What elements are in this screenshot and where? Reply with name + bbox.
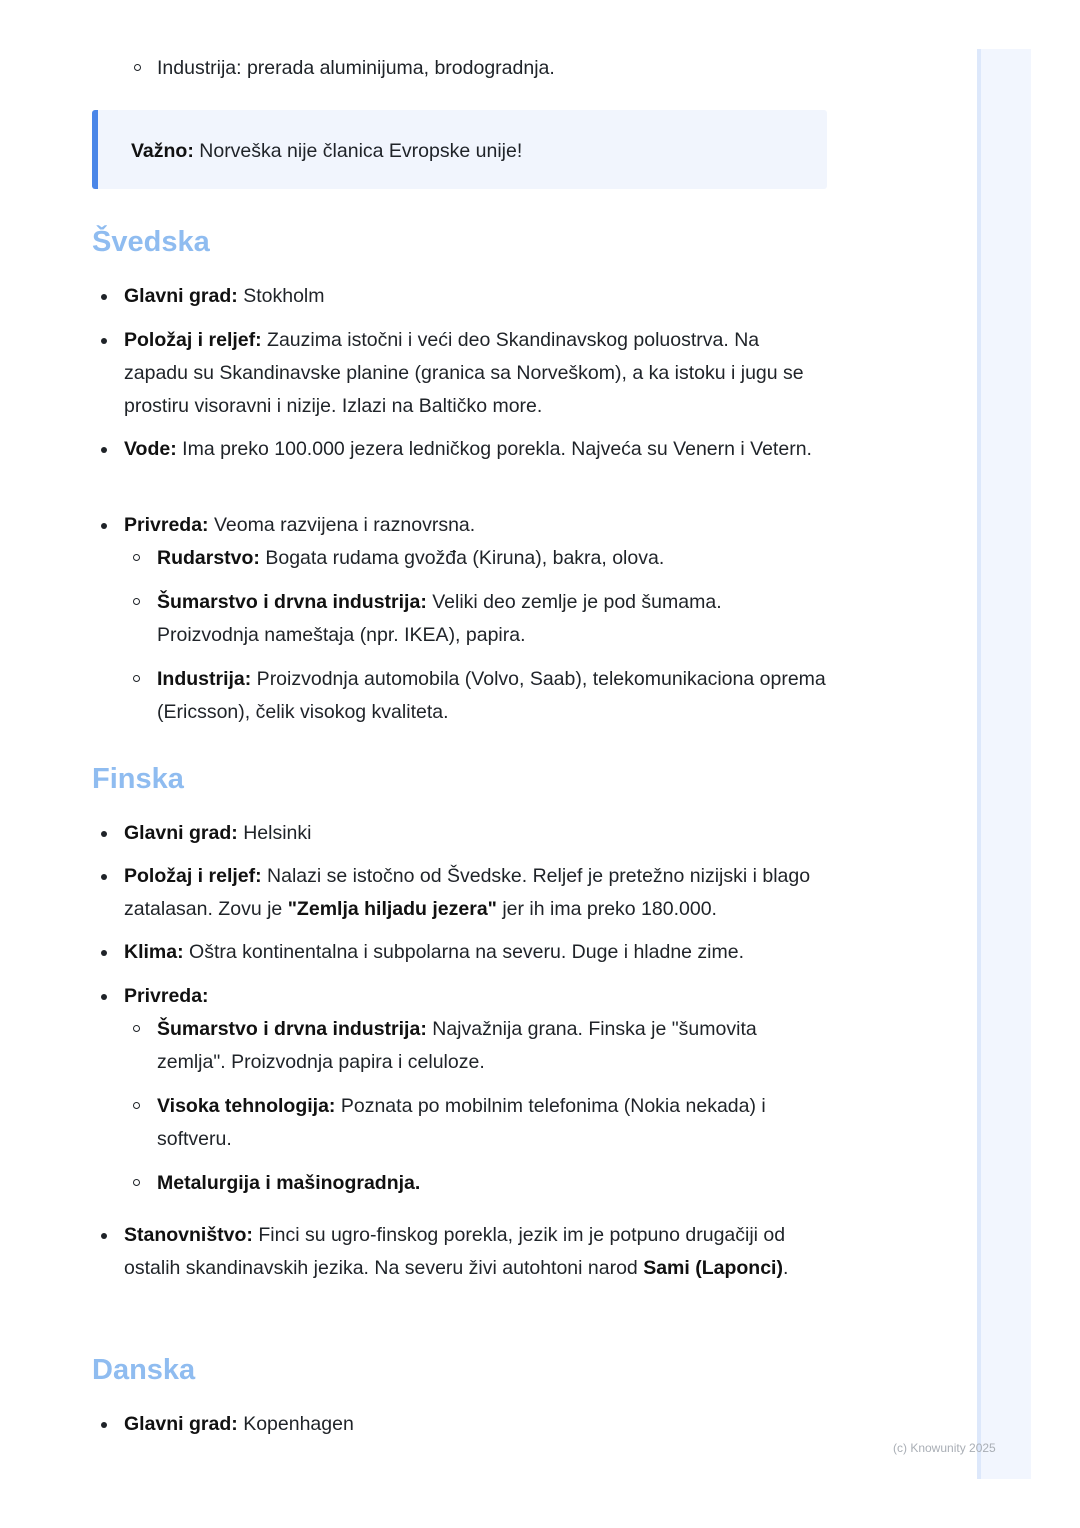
svedska-economy-text: Veoma razvijena i raznovrsna. xyxy=(208,514,476,536)
svedska-forestry-text: Veliki deo zemlje je pod šumama. Proizvodnja nameštaja (npr. IKEA), papira. xyxy=(157,591,722,646)
callout-text xyxy=(131,135,522,168)
list-item-finska-capital xyxy=(92,817,827,850)
list-item-finska-relief xyxy=(92,860,827,926)
callout-note xyxy=(92,110,827,189)
finska-tech-label: Visoka tehnologija: xyxy=(157,1095,336,1117)
finska-list-a xyxy=(92,817,827,850)
callout-body: Norveška nije članica Evropske unije! xyxy=(193,140,523,162)
finska-capital-text: Helsinki xyxy=(237,822,312,844)
finska-economy-sublist xyxy=(124,1013,827,1200)
finska-capital-block xyxy=(92,817,827,850)
finska-population-block xyxy=(92,1219,827,1285)
svedska-economy-block xyxy=(92,509,827,729)
svedska-capital-label: Glavni grad: xyxy=(124,285,238,307)
finska-climate-text: Oštra kontinentalna i subpolarna na severu. Duge i hladne zime. xyxy=(183,941,745,963)
heading-danska: Danska xyxy=(92,1354,196,1386)
list-item-finska-climate xyxy=(92,936,827,969)
svedska-list-c xyxy=(92,433,827,466)
finska-population-text1: Finci su ugro-finskog porekla, jezik im je potpuno drugačiji od ostalih skandinavskih jezika. Na severu živi autohtoni narod xyxy=(124,1224,786,1279)
svedska-list-a xyxy=(92,280,827,313)
svedska-mining-text: Bogata rudama gvožđa (Kiruna), bakra, olova. xyxy=(259,547,665,569)
finska-list-c xyxy=(92,936,827,969)
finska-economy-label: Privreda: xyxy=(124,985,209,1007)
svedska-economy-sublist xyxy=(124,542,827,729)
finska-capital-label: Glavni grad: xyxy=(124,822,238,844)
list-item-finska-economy xyxy=(92,980,827,1200)
finska-relief-text1: Nalazi se istočno od Švedske. Reljef je pretežno nizijski i blago zatalasan. Zovu je xyxy=(124,865,811,920)
svedska-relief-block xyxy=(92,324,827,423)
norway-sublist xyxy=(92,52,827,85)
list-item-svedska-relief xyxy=(92,324,827,423)
callout-label: Važno: xyxy=(131,140,194,162)
svedska-industry-label: Industrija: xyxy=(157,668,252,690)
svedska-waters-block xyxy=(92,433,827,466)
danska-capital-block xyxy=(92,1408,827,1441)
svedska-list-d xyxy=(92,509,827,729)
watermark: (c) Knowunity 2025 xyxy=(893,1441,996,1455)
danska-capital-label: Glavni grad: xyxy=(124,1413,238,1435)
svedska-mining-label: Rudarstvo: xyxy=(157,547,260,569)
finska-metal-label: Metalurgija i mašinogradnja. xyxy=(157,1172,421,1194)
finska-climate-label: Klima: xyxy=(124,941,184,963)
svedska-forestry-label: Šumarstvo i drvna industrija: xyxy=(157,591,427,613)
finska-relief-label: Položaj i reljef: xyxy=(124,865,262,887)
list-item-finska-forestry xyxy=(124,1013,827,1079)
heading-svedska: Švedska xyxy=(92,226,210,258)
finska-list-b xyxy=(92,860,827,926)
svedska-economy-label: Privreda: xyxy=(124,514,209,536)
list-item-svedska-capital xyxy=(92,280,827,313)
svedska-relief-label: Položaj i reljef: xyxy=(124,329,262,351)
finska-economy-block xyxy=(92,980,827,1200)
list-item-svedska-waters xyxy=(92,433,827,466)
svedska-waters-label: Vode: xyxy=(124,438,177,460)
finska-climate-block xyxy=(92,936,827,969)
norway-industry-block xyxy=(92,52,827,85)
finska-list-e xyxy=(92,1219,827,1285)
list-item-norway-industry xyxy=(125,52,827,85)
svedska-list-b xyxy=(92,324,827,423)
danska-list-a xyxy=(92,1408,827,1441)
list-item-svedska-mining xyxy=(124,542,827,575)
danska-capital-text: Kopenhagen xyxy=(237,1413,354,1435)
list-item-svedska-economy xyxy=(92,509,827,729)
finska-relief-text2: jer ih ima preko 180.000. xyxy=(496,898,717,920)
finska-population-label: Stanovništvo: xyxy=(124,1224,253,1246)
list-item-finska-tech xyxy=(124,1090,827,1156)
list-item-svedska-industry xyxy=(124,663,827,729)
finska-relief-bold: "Zemlja hiljadu jezera" xyxy=(287,898,497,920)
list-item-finska-metal xyxy=(124,1167,827,1200)
finska-relief-block xyxy=(92,860,827,926)
svedska-industry-text: Proizvodnja automobila (Volvo, Saab), telekomunikaciona oprema (Ericsson), čelik visokog kvaliteta. xyxy=(157,668,826,723)
finska-forestry-text: Najvažnija grana. Finska je "šumovita zemlja". Proizvodnja papira i celuloze. xyxy=(157,1018,757,1073)
finska-population-text2: . xyxy=(782,1257,789,1279)
finska-list-d xyxy=(92,980,827,1200)
list-item-svedska-forestry xyxy=(124,586,827,652)
finska-forestry-label: Šumarstvo i drvna industrija: xyxy=(157,1018,427,1040)
list-item-danska-capital xyxy=(92,1408,827,1441)
svedska-capital-text: Stokholm xyxy=(237,285,325,307)
list-item-finska-population xyxy=(92,1219,827,1285)
svedska-capital-block xyxy=(92,280,827,313)
finska-population-bold: Sami (Laponci) xyxy=(643,1257,783,1279)
heading-finska: Finska xyxy=(92,763,184,795)
finska-tech-text: Poznata po mobilnim telefonima (Nokia nekada) i softveru. xyxy=(157,1095,766,1150)
right-margin-bar xyxy=(977,49,1031,1479)
norway-industry-text: Industrija: prerada aluminijuma, brodogradnja. xyxy=(157,57,555,79)
svedska-waters-text: Ima preko 100.000 jezera ledničkog porekla. Najveća su Venern i Vetern. xyxy=(176,438,812,460)
svedska-relief-text: Zauzima istočni i veći deo Skandinavskog poluostrva. Na zapadu su Skandinavske planine (granica sa Norveškom), a ka istoku i jugu se prostiru visoravni i nizije. Izlazi na Baltičko more. xyxy=(124,329,804,417)
